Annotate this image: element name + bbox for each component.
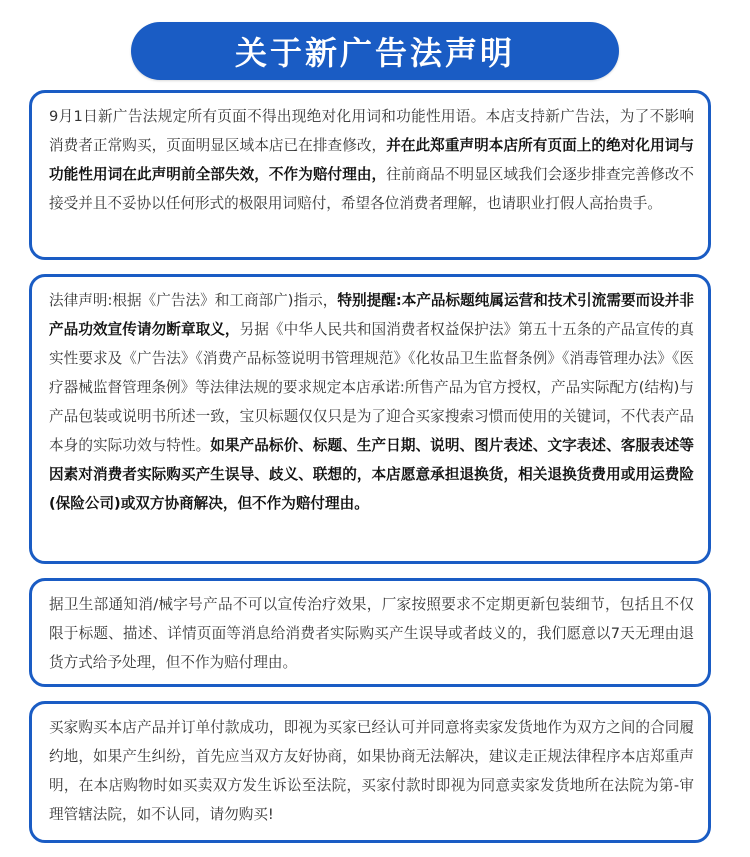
- text-segment: 买家购买本店产品并订单付款成功，即视为买家已经认可并同意将卖家发货地作为双方之间的合同履约地，如果产生纠纷，首先应当双方友好协商，如果协商无法解决，建议走正规法律程序本店郑重声明，在本店购物时如买卖双方发生诉讼至法院，买家付款时即视为同意卖家发货地所在法院为第-审理管辖法院，如不认同，请勿购买!: [49, 719, 694, 823]
- text-segment: 9月1日新广告法规定所有页面不得出现绝对化用词和功能性用语。本店支持新广告法，为了不影响消费者正常购买，页面明显区域本店已在排查修改，: [49, 108, 694, 154]
- text-segment: 另据《中华人民共和国消费者权益保护法》第五十五条的产品宣传的真实性要求及《广告法》《消费产品标签说明书管理规范》《化妆品卫生监督条例》《消毒管理办法》《医疗器械监督管理条例》等法律法规的要求规定本店承诺:所售产品为官方授权，产品实际配方(结构)与产品包装或说明书所述一致，宝贝标题仅仅只是为了迎合买家搜索习惯而使用的关键词，不代表产品本身的实际功效与特性。: [49, 321, 694, 454]
- notice-paragraph: [49, 590, 694, 677]
- notice-box-jurisdiction: [29, 701, 711, 843]
- notice-box-legal-statement: [29, 274, 711, 564]
- text-segment: 法律声明:根据《广告法》和工商部广)指示，: [49, 292, 338, 309]
- notice-paragraph: [49, 102, 694, 218]
- page-title: 关于新广告法声明: [234, 34, 515, 72]
- text-segment: 往前商品不明显区域我们会逐步排查完善修改不接受并且不妥协以任何形式的极限用词赔付，希望各位消费者理解，也请职业打假人高抬贵手。: [49, 166, 694, 212]
- text-segment: 据卫生部通知消/械字号产品不可以宣传治疗效果，厂家按照要求不定期更新包装细节，包括且不仅限于标题、描述、详情页面等消息给消费者实际购买产生误导或者歧义的，我们愿意以7天无理由退货方式给予处理，但不作为赔付理由。: [49, 596, 694, 671]
- notice-box-health-products: [29, 578, 711, 687]
- title-banner: [131, 22, 619, 80]
- bold-text-segment: 特别提醒:本产品标题纯属运营和技术引流需要而设并非产品功效宣传请勿断章取义，: [49, 292, 694, 338]
- notice-paragraph: [49, 713, 694, 829]
- bold-text-segment: 并在此郑重声明本店所有页面上的绝对化用词与功能性用词在此声明前全部失效，不作为赔付理由，: [49, 137, 694, 183]
- bold-text-segment: 如果产品标价、标题、生产日期、说明、图片表述、文字表述、客服表述等因素对消费者实际购买产生误导、歧义、联想的，本店愿意承担退换货，相关退换货费用或用运费险(保险公司)或双方协商解决，但不作为赔付理由。: [49, 437, 694, 512]
- notice-box-ad-law: [29, 90, 711, 260]
- notice-paragraph: [49, 286, 694, 518]
